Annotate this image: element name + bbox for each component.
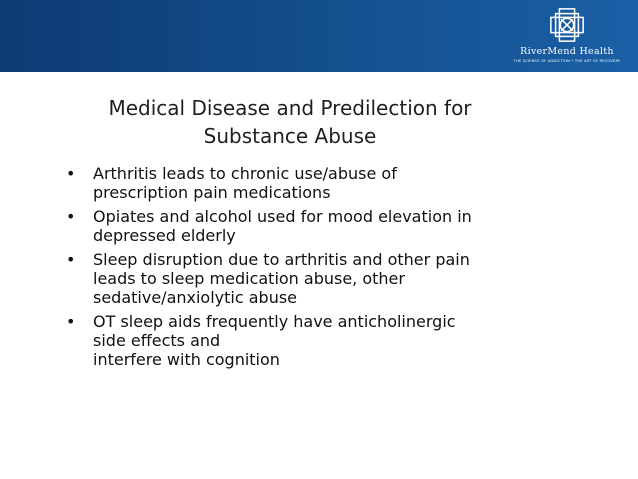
bullet-marker: • [66,250,76,269]
bullet-marker: • [66,164,76,183]
bullet-text: Sleep disruption due to arthritis and other pain leads to sleep medication abuse, other sedative/anxiolytic abuse [93,250,470,307]
bullet-text: Opiates and alcohol used for mood elevation in depressed elderly [93,207,472,245]
logo-name: RiverMend Health [520,46,614,57]
bullet-item [66,164,586,202]
rivermend-logo [508,4,626,68]
bullet-item [66,250,586,307]
logo-knot-icon [548,6,586,44]
header-band [0,0,638,72]
bullet-text: OT sleep aids frequently have anticholinergic side effects and interfere with cognition [93,312,456,369]
bullet-marker: • [66,312,76,331]
bullet-item [66,312,586,369]
bullet-item [66,207,586,245]
bullet-list [66,164,586,374]
bullet-marker: • [66,207,76,226]
logo-tagline: THE SCIENCE OF ADDICTION • THE ART OF RECOVERY [513,59,621,63]
bullet-text: Arthritis leads to chronic use/abuse of prescription pain medications [93,164,397,202]
slide-title: Medical Disease and Predilection for Substance Abuse [108,96,472,148]
